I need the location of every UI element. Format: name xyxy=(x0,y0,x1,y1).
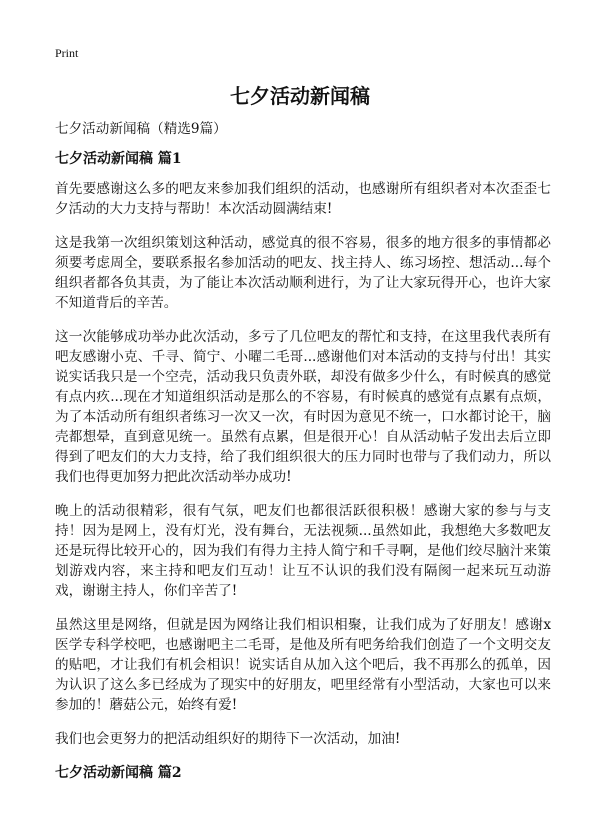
paragraph: 我们也会更努力的把活动组织好的期待下一次活动，加油! xyxy=(55,731,401,747)
page-title: 七夕活动新闻稿 xyxy=(230,84,370,108)
document-subtitle: 七夕活动新闻稿（精选9篇） xyxy=(55,121,227,137)
paragraph: 虽然这里是网络，但就是因为网络让我们相识相聚，让我们成为了好朋友！感谢x医学专科学校吧，也感谢吧主二毛哥，是他及所有吧务给我们创造了一个文明交友的贴吧，才让我们有机会相识！说实话自从加入这个吧后，我不再那么的孤单，因为认识了这么多已经成为了现实中的好朋友，吧里经常有小型活动，大家也可以来参加的！蘑菇公元，始终有爱! xyxy=(55,617,551,713)
print-link[interactable]: Print xyxy=(55,46,79,60)
paragraph: 这一次能够成功举办此次活动，多亏了几位吧友的帮忙和支持，在这里我代表所有吧友感谢小克、千寻、简宁、小曜二毛哥...感谢他们对本活动的支持与付出！其实说实话我只是一个空壳，活动我只负责外联，却没有做多少什么，有时候真的感觉有点内疚...现在才知道组织活动是那么的不容易，有时候真的感觉有点累有点烦，为了本活动所有组织者练习一次又一次，有时因为意见不统一，口水都讨论干，脑壳都想晕，直到意见统一。虽然有点累，但是很开心！自从活动帖子发出去后立即得到了吧友们的大力支持，给了我们组织很大的压力同时也带与了我们动力，所以我们也得更加努力把此次活动举办成功! xyxy=(55,329,551,485)
document-body xyxy=(55,119,551,793)
paragraph: 晚上的活动很精彩，很有气氛，吧友们也都很活跃很积极！感谢大家的参与与支持！因为是网上，没有灯光，没有舞台，无法视频...虽然如此，我想绝大多数吧友还是玩得比较开心的，因为我们有得力主持人简宁和千寻啊，是他们绞尽脑汁来策划游戏内容，来主持和吧友们互动！让互不认识的我们没有隔阂一起来玩互动游戏，谢谢主持人，你们辛苦了! xyxy=(55,503,551,599)
paragraph: 首先要感谢这么多的吧友来参加我们组织的活动，也感谢所有组织者对本次歪歪七夕活动的大力支持与帮助！本次活动圆满结束! xyxy=(55,181,551,217)
section-heading: 七夕活动新闻稿 篇1 xyxy=(55,151,182,167)
section-heading: 七夕活动新闻稿 篇2 xyxy=(55,765,182,781)
paragraph: 这是我第一次组织策划这种活动，感觉真的很不容易，很多的地方很多的事情都必须要考虑周全，要联系报名参加活动的吧友、找主持人、练习场控、想活动...每个组织者都各负其责，为了能让本次活动顺利进行，为了让大家玩得开心，也许大家不知道背后的辛苦。 xyxy=(55,235,551,311)
